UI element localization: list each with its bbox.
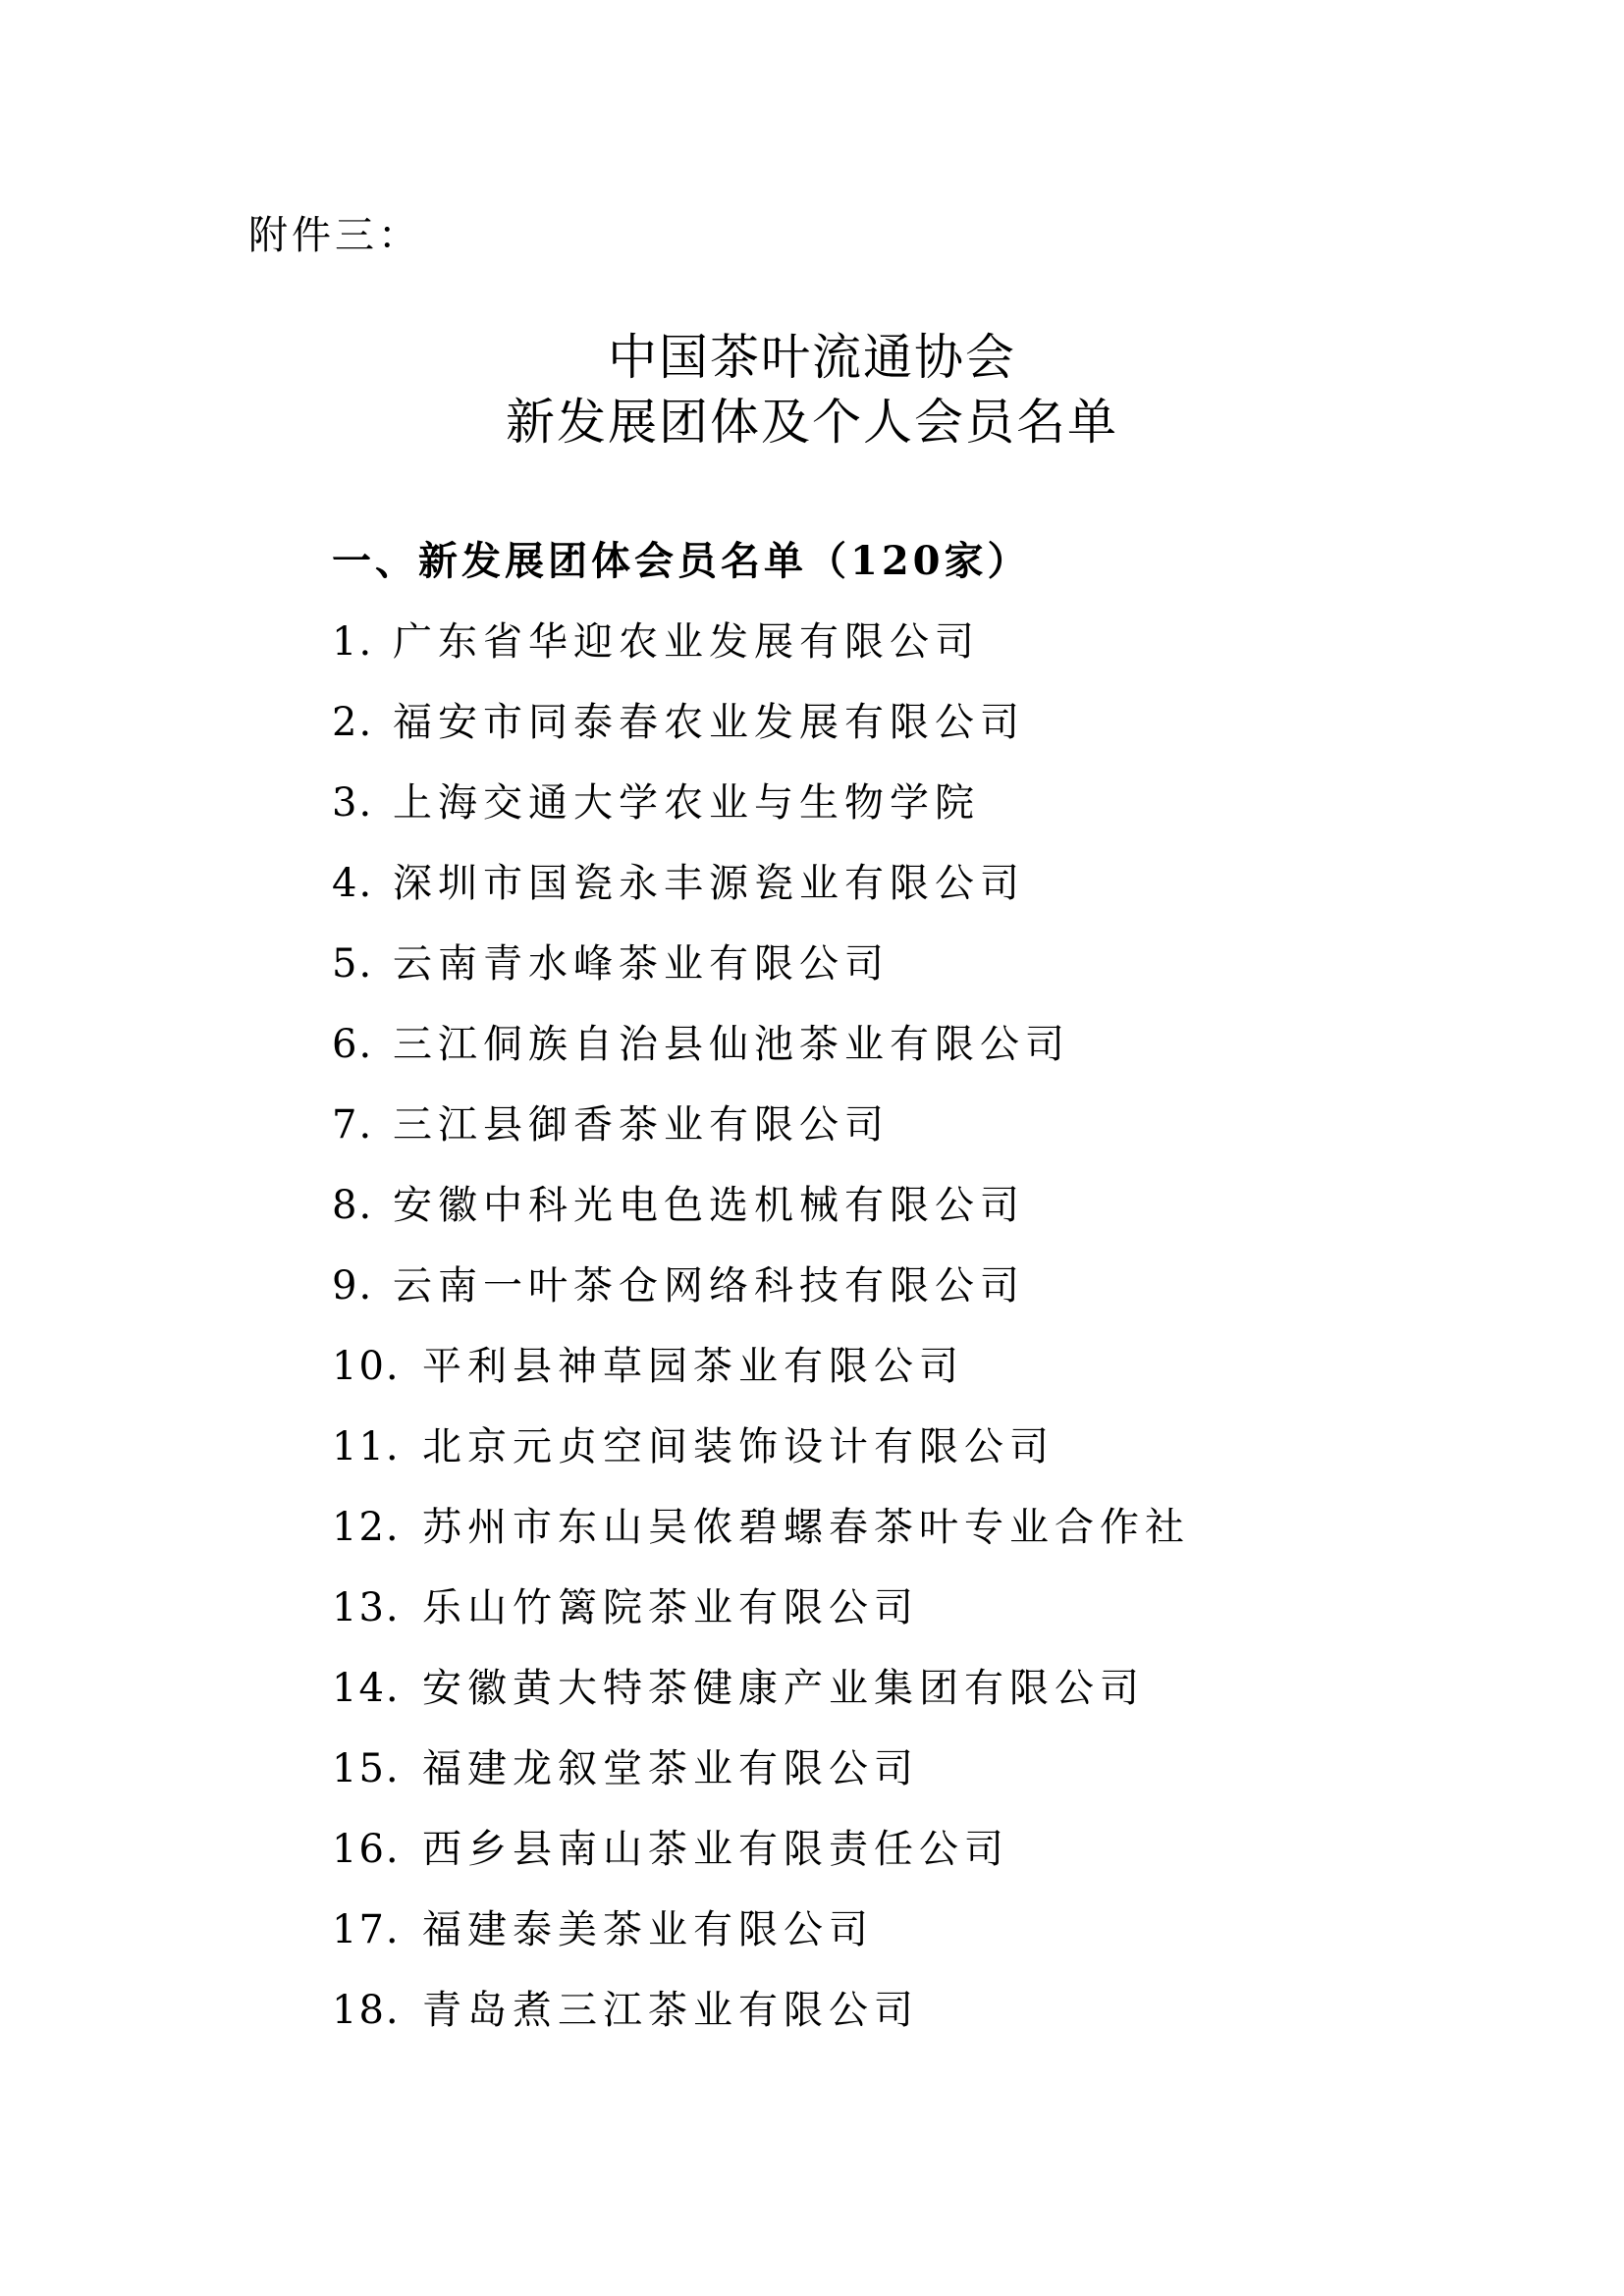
list-item — [332, 614, 1190, 695]
item-number: 11. — [332, 1424, 401, 1469]
document-title-line-2: 新发展团体及个人会员名单 — [506, 394, 1118, 451]
item-number: 9. — [332, 1263, 374, 1308]
list-item — [332, 1741, 1190, 1822]
section-heading: 一、新发展团体会员名单（120家） — [332, 538, 1031, 584]
list-item — [332, 936, 1190, 1017]
list-item — [332, 775, 1190, 856]
member-name: 福建龙叙堂茶业有限公司 — [422, 1746, 919, 1791]
member-name: 云南青水峰茶业有限公司 — [393, 941, 890, 987]
item-number: 12. — [332, 1505, 401, 1550]
list-item — [332, 1500, 1190, 1580]
member-name: 三江县御香茶业有限公司 — [393, 1102, 890, 1148]
item-number: 15. — [332, 1746, 401, 1791]
list-item — [332, 1661, 1190, 1741]
list-item — [332, 1902, 1190, 1983]
item-number: 17. — [332, 1907, 401, 1952]
item-number: 14. — [332, 1666, 401, 1711]
item-number: 8. — [332, 1183, 374, 1228]
list-item — [332, 1017, 1190, 1097]
item-number: 4. — [332, 861, 374, 906]
list-item — [332, 856, 1190, 936]
member-name: 福安市同泰春农业发展有限公司 — [393, 700, 1025, 745]
document-title-line-1: 中国茶叶流通协会 — [608, 329, 1016, 386]
member-name: 北京元贞空间装饰设计有限公司 — [422, 1424, 1055, 1469]
member-name: 云南一叶茶仓网络科技有限公司 — [393, 1263, 1025, 1308]
list-item — [332, 1178, 1190, 1258]
list-item — [332, 695, 1190, 775]
list-item — [332, 1419, 1190, 1500]
member-name: 三江侗族自治县仙池茶业有限公司 — [393, 1022, 1070, 1067]
item-number: 18. — [332, 1988, 401, 2033]
member-name: 安徽黄大特茶健康产业集团有限公司 — [422, 1666, 1145, 1711]
attachment-label: 附件三： — [248, 213, 421, 258]
list-item — [332, 1983, 1190, 2063]
member-name: 青岛煮三江茶业有限公司 — [422, 1988, 919, 2033]
member-name: 平利县神草园茶业有限公司 — [422, 1344, 964, 1389]
member-list — [332, 614, 1190, 2063]
member-name: 西乡县南山茶业有限责任公司 — [422, 1827, 1009, 1872]
member-name: 深圳市国瓷永丰源瓷业有限公司 — [393, 861, 1025, 906]
item-number: 10. — [332, 1344, 401, 1389]
member-name: 苏州市东山吴侬碧螺春茶叶专业合作社 — [422, 1505, 1190, 1550]
item-number: 16. — [332, 1827, 401, 1872]
item-number: 7. — [332, 1102, 374, 1148]
item-number: 1. — [332, 619, 374, 665]
member-name: 乐山竹篱院茶业有限公司 — [422, 1585, 919, 1630]
item-number: 2. — [332, 700, 374, 745]
list-item — [332, 1097, 1190, 1178]
item-number: 6. — [332, 1022, 374, 1067]
list-item — [332, 1580, 1190, 1661]
member-name: 广东省华迎农业发展有限公司 — [393, 619, 980, 665]
list-item — [332, 1822, 1190, 1902]
list-item — [332, 1258, 1190, 1339]
item-number: 13. — [332, 1585, 401, 1630]
list-item — [332, 1339, 1190, 1419]
member-name: 上海交通大学农业与生物学院 — [393, 780, 980, 826]
member-name: 安徽中科光电色选机械有限公司 — [393, 1183, 1025, 1228]
item-number: 3. — [332, 780, 374, 826]
member-name: 福建泰美茶业有限公司 — [422, 1907, 874, 1952]
item-number: 5. — [332, 941, 374, 987]
